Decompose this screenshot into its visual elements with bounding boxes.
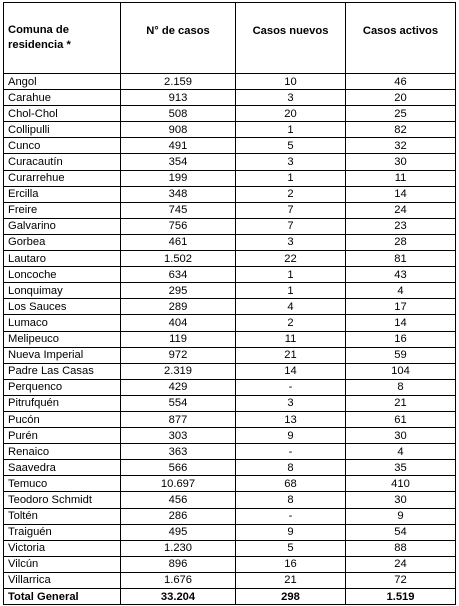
active-cases: 4 [346,444,456,460]
total-label: Total General [4,589,121,605]
table-row [4,186,456,202]
new-cases: 21 [236,572,346,588]
new-cases: 7 [236,218,346,234]
total-cases: 745 [121,202,236,218]
total-cases: 972 [121,347,236,363]
active-cases: 35 [346,460,456,476]
new-cases: 1 [236,283,346,299]
table-row [4,347,456,363]
total-cases: 33.204 [121,589,236,605]
active-cases: 21 [346,395,456,411]
total-cases: 913 [121,90,236,106]
table-row [4,106,456,122]
commune-name: Gorbea [4,234,121,250]
new-cases: 1 [236,267,346,283]
commune-name: Purén [4,428,121,444]
commune-name: Renaico [4,444,121,460]
new-cases: 1 [236,122,346,138]
table-row [4,363,456,379]
table-row [4,444,456,460]
active-cases: 23 [346,218,456,234]
commune-name: Freire [4,202,121,218]
commune-name: Ercilla [4,186,121,202]
table-row [4,90,456,106]
new-cases: 5 [236,138,346,154]
table-row [4,283,456,299]
total-cases: 461 [121,234,236,250]
cases-table-container [3,2,455,605]
total-cases: 2.319 [121,363,236,379]
total-cases: 404 [121,315,236,331]
total-cases: 363 [121,444,236,460]
header-total-cases: N° de casos [121,3,236,74]
total-cases: 508 [121,106,236,122]
table-body [4,74,456,589]
total-cases: 199 [121,170,236,186]
header-active-cases: Casos activos [346,3,456,74]
active-cases: 72 [346,572,456,588]
new-cases: 9 [236,428,346,444]
total-cases: 295 [121,283,236,299]
active-cases: 81 [346,251,456,267]
cases-by-commune-table [3,2,456,605]
total-cases: 1.676 [121,572,236,588]
commune-name: Traiguén [4,524,121,540]
total-cases: 495 [121,524,236,540]
table-row [4,154,456,170]
new-cases: 16 [236,556,346,572]
active-cases: 46 [346,74,456,90]
total-cases: 303 [121,428,236,444]
new-cases: 7 [236,202,346,218]
active-cases: 4 [346,283,456,299]
table-row [4,572,456,588]
commune-name: Lautaro [4,251,121,267]
commune-name: Teodoro Schmidt [4,492,121,508]
commune-name: Angol [4,74,121,90]
active-cases: 82 [346,122,456,138]
commune-name: Los Sauces [4,299,121,315]
active-cases: 20 [346,90,456,106]
table-row [4,74,456,90]
total-cases: 554 [121,395,236,411]
commune-name: Chol-Chol [4,106,121,122]
table-header-row [4,3,456,74]
commune-name: Curarrehue [4,170,121,186]
active-cases: 14 [346,186,456,202]
total-cases: 348 [121,186,236,202]
table-row [4,428,456,444]
header-new-cases: Casos nuevos [236,3,346,74]
commune-name: Collipulli [4,122,121,138]
commune-name: Victoria [4,540,121,556]
table-row [4,170,456,186]
total-cases: 1.230 [121,540,236,556]
new-cases: 8 [236,460,346,476]
table-total-row [4,589,456,605]
new-cases: 13 [236,411,346,427]
total-cases: 289 [121,299,236,315]
new-cases: 9 [236,524,346,540]
commune-name: Melipeuco [4,331,121,347]
table-row [4,556,456,572]
total-cases: 456 [121,492,236,508]
total-cases: 566 [121,460,236,476]
total-cases: 354 [121,154,236,170]
commune-name: Lonquimay [4,283,121,299]
new-cases: 14 [236,363,346,379]
total-cases: 2.159 [121,74,236,90]
table-row [4,540,456,556]
active-cases: 28 [346,234,456,250]
active-cases: 25 [346,106,456,122]
table-row [4,395,456,411]
table-row [4,299,456,315]
table-row [4,508,456,524]
total-cases: 119 [121,331,236,347]
total-cases: 1.502 [121,251,236,267]
new-cases: 21 [236,347,346,363]
commune-name: Saavedra [4,460,121,476]
new-cases: 2 [236,315,346,331]
total-new-cases: 298 [236,589,346,605]
new-cases: 4 [236,299,346,315]
active-cases: 30 [346,154,456,170]
table-row [4,411,456,427]
commune-name: Vilcún [4,556,121,572]
active-cases: 14 [346,315,456,331]
total-cases: 908 [121,122,236,138]
active-cases: 30 [346,428,456,444]
total-cases: 877 [121,411,236,427]
new-cases: 3 [236,395,346,411]
active-cases: 11 [346,170,456,186]
new-cases: 5 [236,540,346,556]
commune-name: Loncoche [4,267,121,283]
commune-name: Pitrufquén [4,395,121,411]
table-row [4,267,456,283]
active-cases: 104 [346,363,456,379]
table-row [4,492,456,508]
total-cases: 286 [121,508,236,524]
new-cases: 1 [236,170,346,186]
total-cases: 634 [121,267,236,283]
active-cases: 410 [346,476,456,492]
total-cases: 896 [121,556,236,572]
commune-name: Villarrica [4,572,121,588]
new-cases: 2 [236,186,346,202]
active-cases: 16 [346,331,456,347]
commune-name: Cunco [4,138,121,154]
new-cases: 68 [236,476,346,492]
new-cases: - [236,379,346,395]
total-cases: 491 [121,138,236,154]
active-cases: 43 [346,267,456,283]
commune-name: Perquenco [4,379,121,395]
active-cases: 59 [346,347,456,363]
new-cases: 3 [236,234,346,250]
commune-name: Carahue [4,90,121,106]
total-cases: 429 [121,379,236,395]
active-cases: 32 [346,138,456,154]
commune-name: Temuco [4,476,121,492]
active-cases: 8 [346,379,456,395]
new-cases: 20 [236,106,346,122]
new-cases: 3 [236,90,346,106]
table-row [4,379,456,395]
new-cases: 11 [236,331,346,347]
header-commune: Comuna de residencia * [4,3,121,74]
active-cases: 24 [346,556,456,572]
commune-name: Nueva Imperial [4,347,121,363]
table-row [4,524,456,540]
table-row [4,476,456,492]
commune-name: Lumaco [4,315,121,331]
total-cases: 756 [121,218,236,234]
commune-name: Pucón [4,411,121,427]
total-active-cases: 1.519 [346,589,456,605]
new-cases: - [236,444,346,460]
table-row [4,315,456,331]
active-cases: 61 [346,411,456,427]
new-cases: - [236,508,346,524]
commune-name: Galvarino [4,218,121,234]
table-row [4,138,456,154]
table-row [4,251,456,267]
table-row [4,122,456,138]
new-cases: 10 [236,74,346,90]
active-cases: 30 [346,492,456,508]
new-cases: 8 [236,492,346,508]
table-row [4,218,456,234]
table-row [4,460,456,476]
active-cases: 54 [346,524,456,540]
total-cases: 10.697 [121,476,236,492]
table-row [4,234,456,250]
new-cases: 3 [236,154,346,170]
active-cases: 88 [346,540,456,556]
new-cases: 22 [236,251,346,267]
table-row [4,202,456,218]
commune-name: Curacautín [4,154,121,170]
table-row [4,331,456,347]
commune-name: Padre Las Casas [4,363,121,379]
active-cases: 17 [346,299,456,315]
active-cases: 24 [346,202,456,218]
active-cases: 9 [346,508,456,524]
commune-name: Toltén [4,508,121,524]
